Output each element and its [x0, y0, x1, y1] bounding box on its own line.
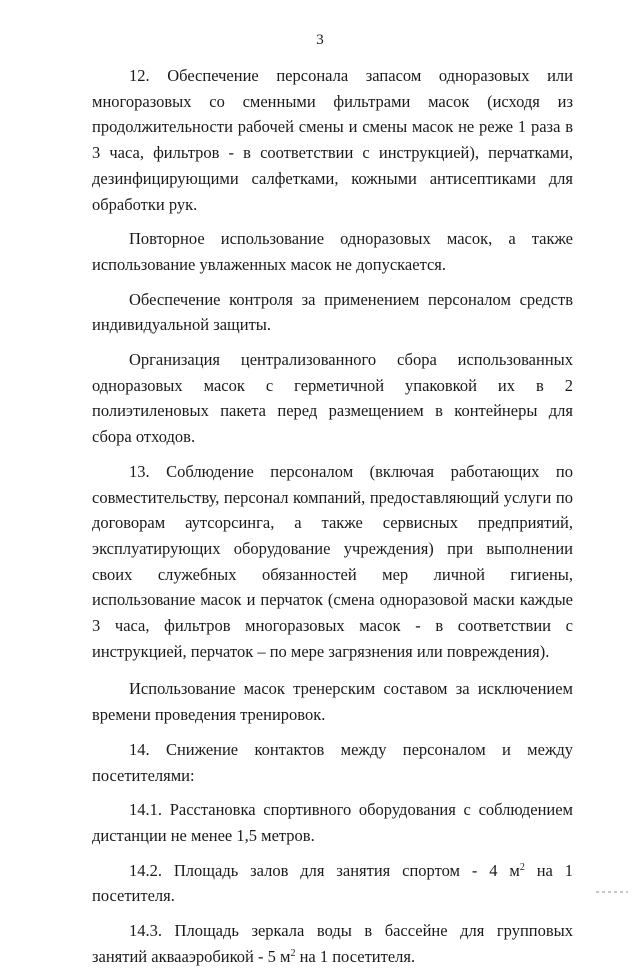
paragraph-12: 12. Обеспечение персонала запасом одноразовых или многоразовых со сменными фильтрами масок (исходя из продолжительности рабочей смены и смены масок не реже 1 раза в 3 часа, фильтров - в соответствии с инструкцией), перчатками, дезинфицирующими салфетками, кожными антисептиками для обработки рук.: [92, 66, 573, 214]
paragraph-14-2: [92, 858, 573, 909]
paragraph-trainer-masks: Использование масок тренерским составом за исключением времени проведения тренировок.: [92, 679, 573, 725]
paragraph-13: 13. Соблюдение персоналом (включая работающих по совместительству, персонал компаний, предоставляющий услуги по договорам аутсорсинга, а также сервисных предприятий, эксплуатирующих оборудование учреждения) при выполнении своих служебных обязанностей мер личной гигиены, использование масок и перчаток (смена одноразовой маски каждые 3 часа, фильтров многоразовых масок - в соответствии с инструкцией, перчаток – по мере загрязнения или повреждения).: [92, 461, 573, 661]
paragraph-mask-collection: Организация централизованного сбора использованных одноразовых масок с герметичной упаковкой их в 2 полиэтиленовых пакета перед размещением в контейнеры для сбора отходов.: [92, 350, 573, 447]
page-number: 3: [316, 32, 324, 48]
superscript-squared: 2: [290, 947, 296, 959]
superscript-squared: 2: [519, 861, 525, 873]
paragraph-14-2-text: 14.2. Площадь залов для занятия спортом - 4 м: [129, 860, 520, 880]
document-body: [92, 63, 573, 970]
paragraph-mask-reuse: Повторное использование одноразовых масок, а также использование увлаженных масок не допускается.: [92, 229, 573, 274]
paragraph-14-2-tail: на 1 посетителя.: [92, 860, 573, 906]
paragraph-14: 14. Снижение контактов между персоналом и между посетителями:: [92, 739, 573, 785]
scan-artifact: [596, 891, 628, 893]
paragraph-14-1: 14.1. Расстановка спортивного оборудования с соблюдением дистанции не менее 1,5 метров.: [92, 800, 573, 845]
paragraph-14-3-tail: на 1 посетителя.: [295, 946, 416, 966]
paragraph-14-3-text: 14.3. Площадь зеркала воды в бассейне для групповых занятий аквааэробикой - 5 м: [92, 921, 573, 966]
paragraph-ppe-control: Обеспечение контроля за применением персоналом средств индивидуальной защиты.: [92, 289, 573, 335]
paragraph-14-3: [92, 918, 573, 969]
